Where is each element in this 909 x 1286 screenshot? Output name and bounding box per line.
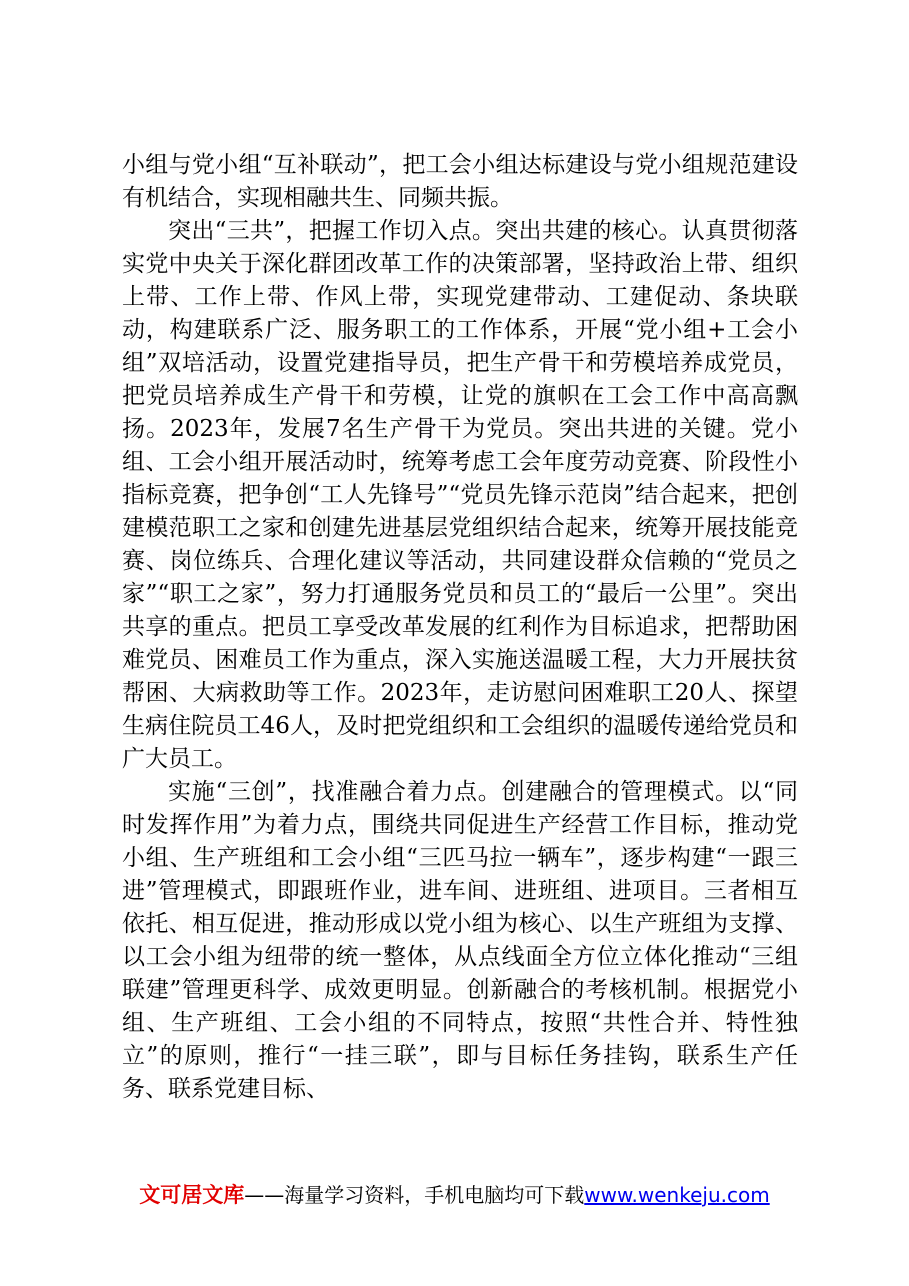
footer-tagline: ——海量学习资料，手机电脑均可下载 <box>244 1183 585 1207</box>
document-body <box>122 149 798 1106</box>
paragraph-1: 小组与党小组“互补联动”，把工会小组达标建设与党小组规范建设有机结合，实现相融共生、同频共振。 <box>122 152 798 211</box>
footer-banner <box>0 1180 909 1210</box>
paragraph-2: 突出“三共”，把握工作切入点。突出共建的核心。认真贯彻落实党中央关于深化群团改革工作的决策部署，坚持政治上带、组织上带、工作上带、作风上带，实现党建带动、工建促动、条块联动，构建联系广泛、服务职工的工作体系，开展“党小组+工会小组”双培活动，设置党建指导员，把生产骨干和劳模培养成党员，把党员培养成生产骨干和劳模，让党的旗帜在工会工作中高高飘扬。2023年，发展7名生产骨干为党员。突出共进的关键。党小组、工会小组开展活动时，统筹考虑工会年度劳动竞赛、阶段性小指标竞赛，把争创“工人先锋号”“党员先锋示范岗”结合起来，把创建模范职工之家和创建先进基层党组织结合起来，统筹开展技能竞赛、岗位练兵、合理化建议等活动，共同建设群众信赖的“党员之家”“职工之家”，努力打通服务党员和员工的“最后一公里”。突出共享的重点。把员工享受改革发展的红利作为目标追求，把帮助困难党员、困难员工作为重点，深入实施送温暖工程，大力开展扶贫帮困、大病救助等工作。2023年，走访慰问困难职工20人、探望生病住院员工46人，及时把党组织和工会组织的温暖传递给党员和广大员工。 <box>122 218 798 772</box>
footer-brand: 文可居文库 <box>139 1183 245 1207</box>
paragraph-3: 实施“三创”，找准融合着力点。创建融合的管理模式。以“同时发挥作用”为着力点，围绕共同促进生产经营工作目标，推动党小组、生产班组和工会小组“三匹马拉一辆车”，逐步构建“一跟三进”管理模式，即跟班作业，进车间、进班组、进项目。三者相互依托、相互促进，推动形成以党小组为核心、以生产班组为支撑、以工会小组为纽带的统一整体，从点线面全方位立体化推动“三组联建”管理更科学、成效更明显。创新融合的考核机制。根据党小组、生产班组、工会小组的不同特点，按照“共性合并、特性独立”的原则，推行“一挂三联”，即与目标任务挂钩，联系生产任务、联系党建目标、 <box>122 779 798 1102</box>
footer-url-link[interactable]: www.wenkeju.com <box>584 1183 770 1207</box>
